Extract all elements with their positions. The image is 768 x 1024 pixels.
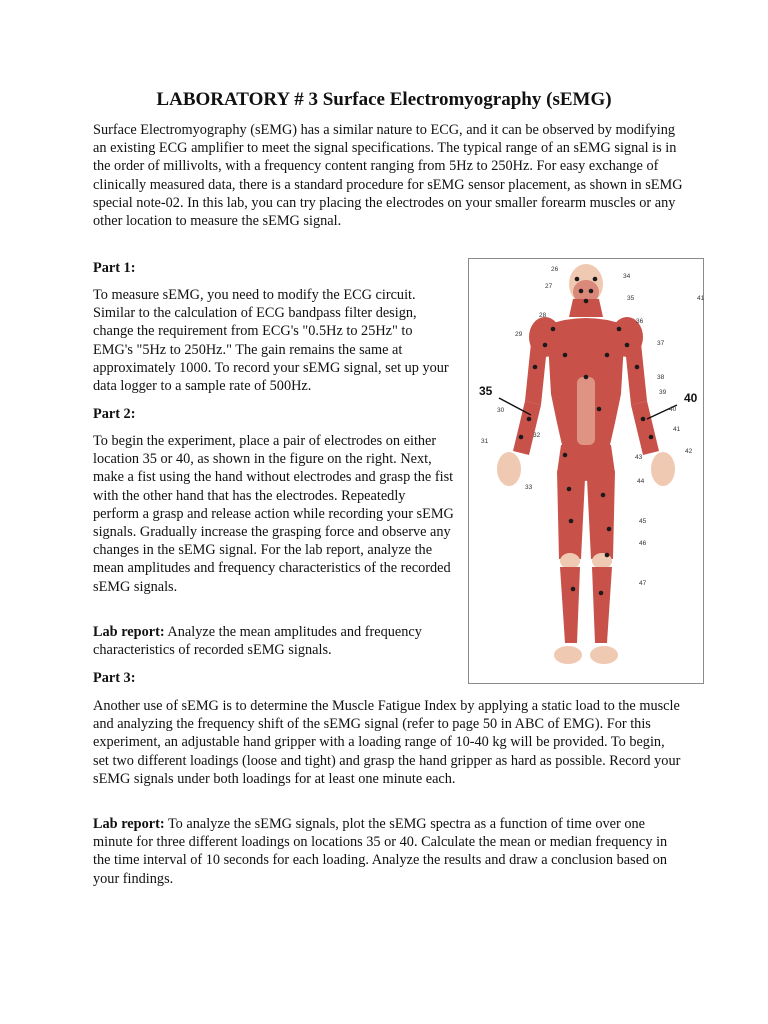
electrode-label: 44	[637, 478, 645, 485]
electrode-label: 27	[545, 283, 553, 290]
electrode-label: 28	[539, 312, 547, 319]
right-upper-arm-shape	[625, 343, 647, 405]
electrode-label: 46	[639, 540, 647, 547]
electrode-dot	[605, 553, 610, 558]
electrode-label: 32	[533, 432, 541, 439]
part1-heading: Part 1:	[93, 260, 136, 276]
left-knee-shape	[560, 553, 580, 569]
electrode-dot	[567, 487, 572, 492]
right-thigh-shape	[587, 471, 615, 559]
left-thigh-shape	[557, 471, 585, 559]
electrode-label: 40	[669, 406, 677, 413]
electrode-dot	[575, 277, 580, 282]
human-body-illustration	[497, 264, 675, 664]
abdomen-shape	[577, 377, 595, 445]
electrode-label: 26	[551, 266, 559, 273]
electrode-dot	[527, 417, 532, 422]
part3-paragraph: Another use of sEMG is to determine the Muscle Fatigue Index by applying a static load to the muscle and analyzing the frequency shift of the sEMG signal (refer to page 50 in ABC of EMG). For this experiment, an adjustable hand gripper with a loading range of 10-40 kg will be provided. To begin, set two different loadings (loose and tight) and grasp the hand gripper as hard as possible. Record your sEMG signals under both loadings for at least one minute each.	[93, 698, 681, 787]
part1-paragraph: To measure sEMG, you need to modify the ECG circuit. Similar to the calculation of ECG bandpass filter design, change the requirement from ECG's "0.5Hz to 25Hz" to EMG's "5Hz to 250Hz." The gain remains the same at approximately 1000. To record your sEMG signal, set up your data logger to a sample rate of 500Hz.	[93, 287, 449, 395]
electrode-label: 41	[697, 295, 705, 302]
part2-heading: Part 2:	[93, 406, 136, 422]
electrode-dot	[569, 519, 574, 524]
electrode-label: 31	[481, 438, 489, 445]
electrode-dot	[617, 327, 622, 332]
electrode-label: 39	[659, 389, 667, 396]
electrode-label: 35	[627, 295, 635, 302]
electrode-label: 42	[685, 448, 693, 455]
electrode-dot	[641, 417, 646, 422]
electrode-label: 38	[657, 374, 665, 381]
electrode-dot	[584, 299, 589, 304]
right-foot-shape	[590, 646, 618, 664]
electrode-dot	[551, 327, 556, 332]
left-upper-arm-shape	[525, 343, 547, 405]
electrode-label: 34	[623, 273, 631, 280]
electrode-dot	[584, 375, 589, 380]
electrode-label: 37	[657, 340, 665, 347]
right-forearm-shape	[631, 401, 659, 455]
electrode-dot	[571, 587, 576, 592]
part2-lab-report	[93, 623, 455, 659]
callout-40: 40	[684, 391, 698, 405]
electrode-dot	[589, 289, 594, 294]
muscle-anatomy-figure	[468, 258, 704, 684]
electrode-label: 30	[497, 407, 505, 414]
electrode-dot	[605, 353, 610, 358]
electrode-dot	[635, 365, 640, 370]
electrode-dot	[563, 353, 568, 358]
electrode-dot	[649, 435, 654, 440]
electrode-label: 41	[673, 426, 681, 433]
electrode-label: 43	[635, 454, 643, 461]
lab-report-text: To analyze the sEMG signals, plot the sEMG spectra as a function of time over one minute for three different loadings on locations 35 or 40. Calculate the mean or median frequency in the time interval of 10 seconds for each loading. Analyze the results and draw a conclusion based on your findings.	[93, 816, 668, 887]
left-hand-shape	[497, 452, 521, 486]
electrode-dot	[625, 343, 630, 348]
intro-paragraph: Surface Electromyography (sEMG) has a similar nature to ECG, and it can be observed by modifying an existing ECG amplifier to meet the signal specifications. The typical range of an sEMG signal is in the order of millivolts, with a frequency content ranging from 5Hz to 250Hz. For easy exchange of clinically measured data, there is a standard procedure for sEMG sensor placement, as shown in sEMG special note-02. In this lab, you can try placing the electrodes on your smaller forearm muscles or any other location to measure the sEMG signal.	[93, 122, 683, 230]
electrode-dot	[601, 493, 606, 498]
electrode-label: 45	[639, 518, 647, 525]
electrode-dot	[607, 527, 612, 532]
page-title: LABORATORY # 3 Surface Electromyography (sEMG)	[156, 89, 612, 110]
part2-paragraph: To begin the experiment, place a pair of electrodes on either location 35 or 40, as shown in the figure on the right. Next, make a fist using the hand without electrodes and grasp the fist with the other hand that has the electrodes. Repeatedly perform a grasp and release action while recording your sEMG signals. Gradually increase the grasping force and observe any changes in the sEMG signal. For the lab report, analyze the mean amplitudes and frequency characteristics of the recorded sEMG signals.	[93, 433, 454, 595]
electrode-dot	[533, 365, 538, 370]
part3-lab-report	[93, 815, 683, 888]
electrode-dot	[579, 289, 584, 294]
electrode-label: 29	[515, 331, 523, 338]
electrode-dot	[593, 277, 598, 282]
lab-report-label: Lab report:	[93, 624, 165, 640]
left-shin-shape	[560, 567, 580, 643]
left-forearm-shape	[513, 401, 541, 455]
electrode-dot	[597, 407, 602, 412]
electrode-label: 47	[639, 580, 647, 587]
electrode-label: 36	[636, 318, 644, 325]
right-shin-shape	[592, 567, 612, 643]
electrode-label: 33	[525, 484, 533, 491]
lab-report-label: Lab report:	[93, 816, 165, 832]
electrode-dot	[563, 453, 568, 458]
part3-heading: Part 3:	[93, 670, 136, 686]
electrode-dot	[519, 435, 524, 440]
callout-35: 35	[479, 384, 493, 398]
right-hand-shape	[651, 452, 675, 486]
electrode-dot	[599, 591, 604, 596]
lab-report-text: Analyze the mean amplitudes and frequency characteristics of recorded sEMG signals.	[93, 624, 422, 659]
anatomy-illustration	[469, 259, 703, 683]
left-foot-shape	[554, 646, 582, 664]
electrode-dot	[543, 343, 548, 348]
